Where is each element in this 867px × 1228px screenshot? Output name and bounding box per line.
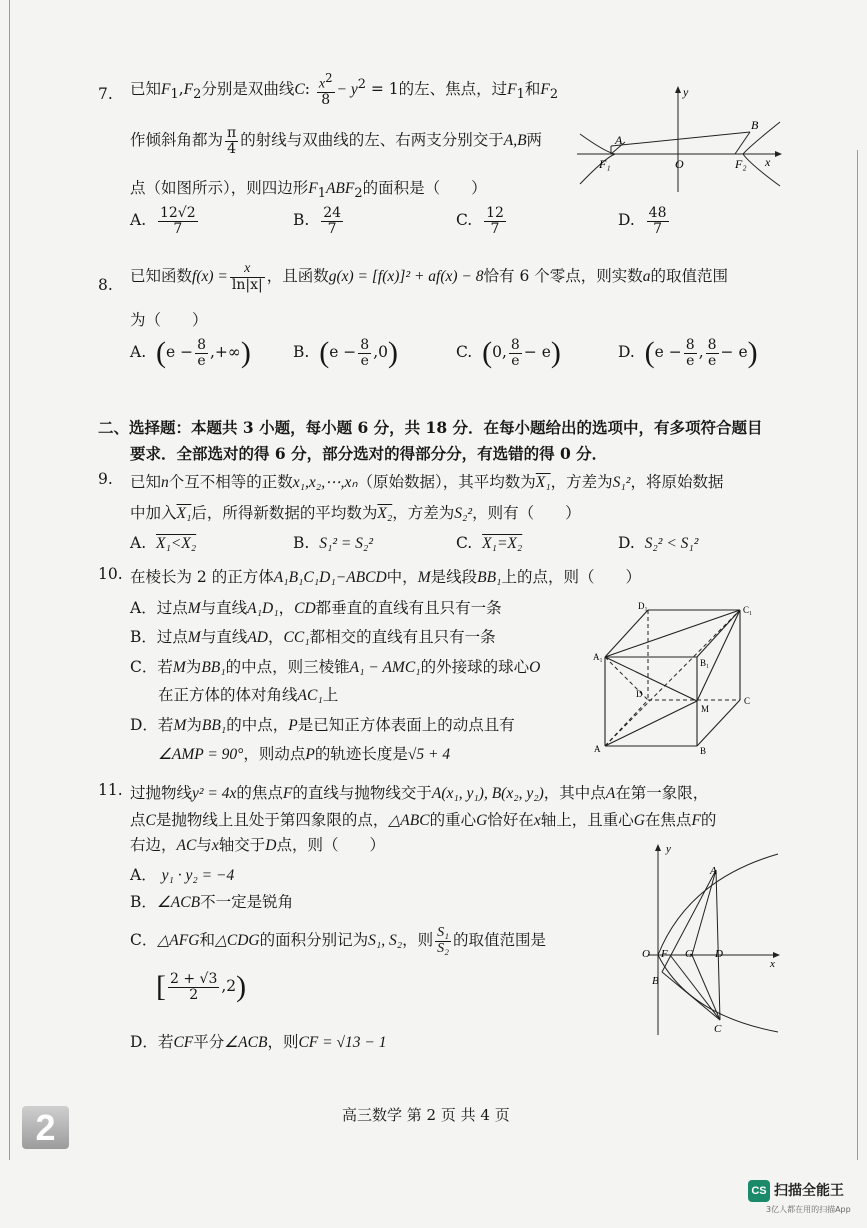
q8-option-b[interactable]: B. (e − $\frac{8}{e}$ ,0) [293,336,398,369]
q8-option-c[interactable]: C. (0, $\frac{8}{e}$ − e) [456,336,561,369]
q10-fig-c1: C₁ [743,605,753,615]
q10-fig-a1: A₁ [593,652,603,662]
q10-stem: 在棱长为 2 的正方体A₁B₁C₁D₁−ABCD中，M是线段BB₁上的点，则（ ） [130,568,641,586]
camscanner-tagline: 3亿人都在用的扫描App [766,1205,851,1214]
q9-line2: 中加入X₁后，所得新数据的平均数为X₂，方差为S₂²，则有（ ） [130,504,581,522]
q7-fig-f2: F₂ [735,157,747,171]
q9-option-d[interactable]: D. S₂² < S₁² [618,534,699,552]
q11-fig-o: O [642,948,650,960]
q10-number: 10. [98,565,123,583]
q7-fig-f1: F₁ [599,157,611,171]
q10-option-d-line2: ∠AMP = 90°，则动点P的轨迹长度是√5 + 4 [158,745,451,763]
q11-fig-y: y [666,843,671,855]
q10-option-d[interactable]: D．若M为BB₁的中点，P是已知正方体表面上的动点且有 [130,716,515,734]
q11-line3: 右边，AC与x轴交于D点，则（ ） [130,836,385,854]
q11-fig-c: C [714,1023,722,1035]
q7-number: 7. [98,85,113,103]
q11-option-a[interactable]: A． y₁ · y₂ = −4 [130,866,235,884]
q9-number: 9. [98,470,113,488]
q7-fig-a: A [615,133,623,147]
q11-parabola-figure [628,840,788,1040]
q10-option-a[interactable]: A．过点M与直线A₁D₁，CD都垂直的直线有且只有一条 [130,599,502,617]
q11-option-c-range: [ $\frac{2 + √3}{2}$ ,2) [156,970,247,1003]
q8-line2: 为（ ） [130,311,208,329]
q10-option-b[interactable]: B．过点M与直线AD，CC₁都相交的直线有且只有一条 [130,628,496,646]
page-right-border [857,150,858,1160]
q10-fig-a: A [594,744,601,754]
q11-line1: 过抛物线y² = 4x的焦点F的直线与抛物线交于A(x₁, y₁), B(x₂, y₂)，其中点A在第一象限， [130,784,709,802]
q11-fig-g: G [685,948,693,960]
q11-fig-f: F [661,948,668,960]
q11-number: 11. [98,781,123,799]
q11-option-c[interactable]: C．△AFG和△CDG的面积分别记为S₁, S₂，则 $\frac{\text{S₁}}{\text{S₂}}$ 的取值范围是 [130,925,547,956]
q7-line1: 已知$F_1,F_2$分别是双曲线C: $\frac{x^2}{8}$ − $y^2 = 1$的左、焦点，过$F_1$和$F_2$ [130,71,559,109]
q11-option-d[interactable]: D．若CF平分∠ACB，则CF = √13 − 1 [130,1033,387,1051]
q10-option-c[interactable]: C．若M为BB₁的中点，则三棱锥A₁ − AMC₁的外接球的球心O [130,658,541,676]
q11-line2: 点C是抛物线上且处于第四象限的点，△ABC的重心G恰好在x轴上，且重心G在焦点F的 [130,811,717,829]
q9-option-a[interactable]: A. X₁<X₂ [130,534,197,552]
q8-number: 8. [98,276,113,294]
q7-fig-y: y [683,85,689,99]
q10-fig-d1: D₁ [638,601,648,611]
section2-heading-line1: 二、选择题：本题共 3 小题，每小题 6 分，共 18 分．在每小题给出的选项中，有多项符合题目 [98,418,763,437]
q8-option-d[interactable]: D. (e − $\frac{8}{e}$ , $\frac{8}{e}$ − e) [618,336,758,369]
q10-fig-b1: B₁ [700,658,710,668]
q7-option-d[interactable]: D. $\frac{48}{7}$ [618,205,667,237]
page-footer: 高三数学 第 2 页 共 4 页 [342,1106,510,1124]
q11-fig-a: A [710,865,717,877]
q10-fig-m: M [701,704,710,714]
q8-line1: 已知函数f(x) = $\frac{x}{\ln|x|}$ ，且函数g(x) = [f(x)]² + af(x) − 8恰有 6 个零点，则实数a的取值范围 [130,261,728,293]
q9-line1: 已知n个互不相等的正数x₁,x₂,⋯,xₙ（原始数据），其平均数为X₁，方差为S₁²，将原始数据 [130,473,724,491]
q7-option-a[interactable]: A. $\frac{12√2}{7}$ [130,205,196,237]
q7-hyperbola-figure [575,84,785,194]
q10-cube-figure [590,600,760,760]
q11-option-b[interactable]: B．∠ACB不一定是锐角 [130,893,294,911]
q10-fig-d: D [636,689,643,699]
q7-line3: 点（如图所示），则四边形$F_1ABF_2$的面积是（ ） [130,179,487,202]
q7-option-c[interactable]: C. $\frac{12}{7}$ [456,205,504,237]
q9-option-b[interactable]: B. S₁² = S₂² [293,534,373,552]
camscanner-logo-icon: CS [748,1180,770,1202]
q9-option-c[interactable]: C. X₁=X₂ [456,534,523,552]
section2-heading-line2: 要求．全部选对的得 6 分，部分选对的得部分分，有选错的得 0 分． [130,444,608,463]
q11-fig-b: B [652,975,659,987]
q7-line2: 作倾斜角都为 $\frac{\pi}{4}$ 的射线与双曲线的左、右两支分别交于A,B两 [130,125,543,157]
camscanner-name: 扫描全能王 [774,1183,844,1199]
q8-option-a[interactable]: A. (e − $\frac{8}{e}$ ,+∞) [130,336,251,369]
q7-fig-x: x [765,155,771,169]
q7-fig-b: B [751,118,759,132]
q7-option-b[interactable]: B. $\frac{24}{7}$ [293,205,342,237]
q11-fig-d: D [715,948,723,960]
q10-fig-c: C [744,696,751,706]
page-number-badge: 2 [22,1106,69,1149]
q10-option-c-line2: 在正方体的体对角线AC₁上 [158,686,339,704]
page-left-border [9,0,10,1160]
q11-fig-x: x [770,958,775,970]
q10-fig-b: B [700,746,707,756]
q7-fig-o: O [675,157,684,171]
